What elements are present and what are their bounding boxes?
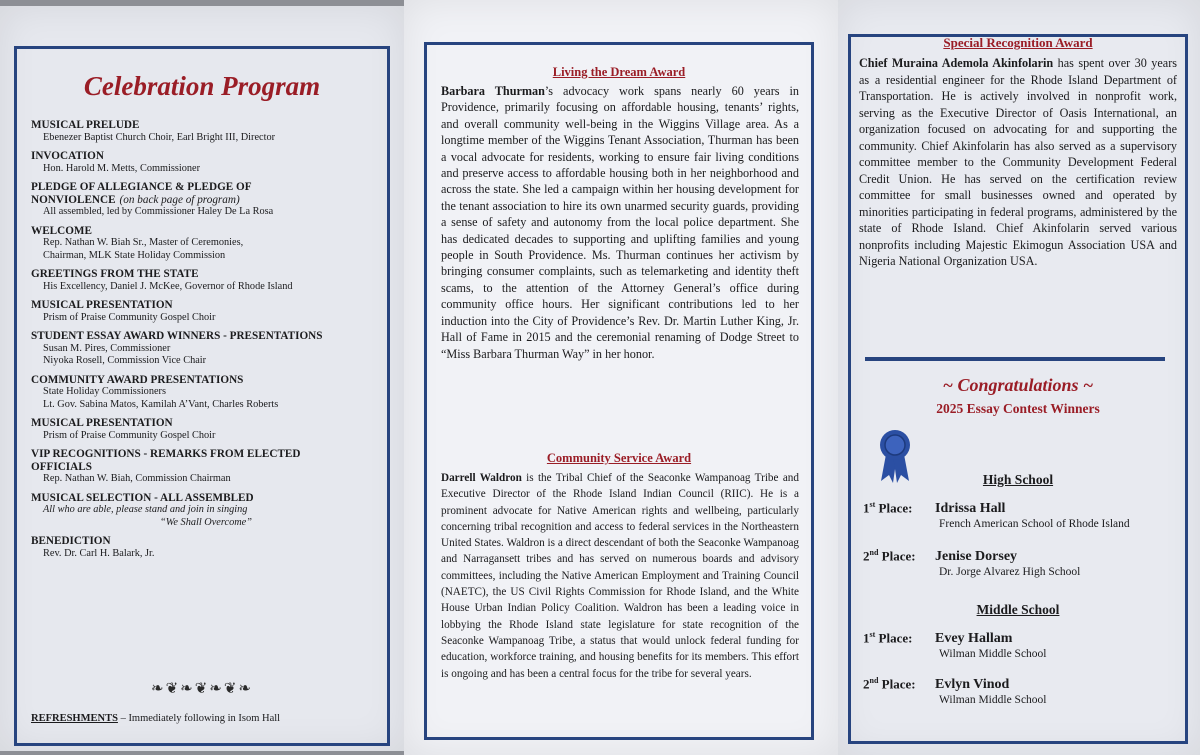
recognition-panel [838, 0, 1200, 755]
living-dream-body: ’s advocacy work spans nearly 60 years in Providence, primarily focusing on affordable housing, tenants’ rights, and overall community well-being in the Wiggins Village area. As a longtime member of the Wiggins Tenant Association, Thurman has been a vocal advocate for residents, working to ensure fair living conditions and preserve access to affordable housing both in her neighborhood and across the state. She led a campaign within her housing development for the tenant association to hire its own unarmed security guards, providing a sense of safety and autonomy from the local police department. She has dedicated decades to supporting and uplifting families and young people in South Providence. Ms. Thurman continues her activism by bringing consumer complaints, such as telemarketing and identity theft scams, to the attention of the Attorney General’s office during community office hours. Her significant contributions led to her induction into the City of Providence’s Rev. Dr. Martin Luther King, Jr. Hall of Fame in 2015 and the ceremonial renaming of Dodge Street to “Miss Barbara Thurman Way” in her honor. [441, 84, 799, 361]
program-item [31, 448, 381, 486]
recognition-frame [848, 34, 1188, 744]
ms-first-place [863, 629, 1183, 661]
community-service-body: is the Tribal Chief of the Seaconke Wampanoag Tribe and Executive Director of the Rhode Island Indian Council (RIIC). He is a prominent advocate for Native American rights and wellbeing, particularly concerning tribal recognition and access to federal services in the Northeastern United States. Waldron is a direct descendant of both the Seaconke Wampanoag and Narragansett tribes and has served on numerous boards and advisory committees, including the Native American Employment and Training Council (NAETC), the US Civil Rights Commission for Rhode Island, and the White House Urban Indian Policy Coalition. Waldron has been a leading voice in lobbying the Rhode Island state legislature for state recognition of the Seaconke Wampanoag Tribe, a status that would unlock federal funding for education, workforce training, and housing benefits for its members. This effort is ongoing and has been a central focus for the tribe for several years. [441, 472, 799, 680]
middle-school-heading: Middle School [976, 602, 1060, 617]
ms-second-name: Evlyn Vinod [935, 677, 1010, 692]
program-item-heading: MUSICAL PRELUDE [31, 119, 140, 131]
refreshments-label: REFRESHMENTS [31, 713, 118, 724]
section-divider [865, 357, 1165, 361]
program-item-detail: Ebenezer Baptist Church Choir, Earl Bright III, Director [43, 131, 276, 143]
program-item-detail: Lt. Gov. Sabina Matos, Kamilah A’Vant, Charles Roberts [43, 398, 279, 410]
program-item-heading: GREETINGS FROM THE STATE [31, 268, 199, 280]
awards-frame [424, 42, 814, 740]
refreshments-text: – Immediately following in Isom Hall [117, 713, 281, 724]
program-item [31, 374, 381, 412]
ornamental-divider-icon: ❧❦❧❦❧❦❧ [151, 681, 253, 697]
ms-second-label: 2nd Place: [863, 675, 916, 691]
program-frame [14, 46, 390, 746]
community-service-name: Darrell Waldron [441, 472, 522, 484]
awards-panel [404, 0, 838, 755]
special-recognition-body: has spent over 30 years as a residential engineer for the Rhode Island Department of Transportation. He is actively involved in nonprofit work, serving as the Executive Director of Oasis International, an organization focused on advocating for and supporting the community. Chief Akinfolarin has also served as a supervisory committee member to the Community Development Federal Credit Union. He has served on the certification review committee for small businesses owned and operated by minorities participating in federal programs, administered by the state of Rhode Island. Chief Akinfolarin served various nonprofits including Majestic Ekimogun Association USA and Nigeria National Organization USA. [859, 56, 1177, 268]
program-item [31, 225, 381, 263]
ms-second-school: Wilman Middle School [939, 694, 1047, 706]
program-item-detail: Niyoka Rosell, Commission Vice Chair [43, 355, 207, 366]
program-item [31, 417, 381, 442]
hs-second-label: 2nd Place: [863, 547, 916, 563]
program-item-detail: Hon. Harold M. Metts, Commissioner [43, 162, 201, 174]
hs-first-school: French American School of Rhode Island [939, 518, 1130, 530]
program-item-heading-cont: OFFICIALS [31, 460, 92, 473]
program-item-detail: Rep. Nathan W. Biah, Commission Chairman [43, 473, 231, 484]
ms-second-place [863, 675, 1183, 707]
program-item [31, 535, 381, 560]
ms-first-school: Wilman Middle School [939, 648, 1047, 660]
program-item-detail: Prism of Praise Community Gospel Choir [43, 429, 216, 441]
high-school-heading: High School [982, 472, 1054, 487]
program-item-heading: STUDENT ESSAY AWARD WINNERS - PRESENTATIONS [31, 330, 323, 342]
program-item-detail: Rev. Dr. Carl H. Balark, Jr. [43, 547, 155, 559]
hs-first-place [863, 499, 1183, 531]
program-title: Celebration Program [83, 71, 321, 101]
refreshments-line [31, 713, 280, 724]
program-item [31, 181, 381, 219]
living-dream-title: Living the Dream Award [552, 65, 686, 79]
program-item-heading: BENEDICTION [31, 535, 111, 547]
program-item-detail: His Excellency, Daniel J. McKee, Governor of Rhode Island [43, 280, 293, 292]
program-item [31, 119, 381, 144]
program-item-heading: MUSICAL PRESENTATION [31, 417, 173, 429]
program-item-song: “We Shall Overcome” [160, 516, 252, 528]
hs-second-name: Jenise Dorsey [935, 549, 1018, 564]
living-dream-text [441, 83, 799, 362]
hs-second-school: Dr. Jorge Alvarez High School [939, 566, 1081, 578]
program-item-detail: Prism of Praise Community Gospel Choir [43, 311, 216, 323]
program-item-detail: All assembled, led by Commissioner Haley De La Rosa [43, 206, 274, 217]
program-item [31, 330, 381, 368]
program-item-heading: MUSICAL SELECTION - ALL ASSEMBLED [31, 491, 254, 504]
program-item-detail: Susan M. Pires, Commissioner [43, 342, 171, 354]
program-list [31, 119, 381, 566]
special-recognition-name: Chief Muraina Ademola Akinfolarin [859, 56, 1054, 70]
program-item-heading-cont: NONVIOLENCE (on back page of program) [31, 193, 240, 206]
program-item [31, 150, 381, 175]
program-panel [0, 6, 404, 751]
program-item [31, 492, 381, 530]
living-dream-name: Barbara Thurman [441, 84, 545, 98]
community-service-title: Community Service Award [546, 451, 692, 465]
program-item [31, 299, 381, 324]
hs-first-name: Idrissa Hall [935, 501, 1006, 516]
program-item-detail: State Holiday Commissioners [43, 386, 166, 397]
hs-second-place [863, 547, 1183, 579]
ms-first-label: 1st Place: [863, 629, 913, 645]
program-item-note: All who are able, please stand and join in singing [43, 504, 248, 515]
program-item-heading: VIP RECOGNITIONS - REMARKS FROM ELECTED [31, 448, 301, 460]
program-item-heading: INVOCATION [31, 150, 104, 162]
program-item [31, 268, 381, 293]
contest-subtitle: 2025 Essay Contest Winners [936, 401, 1100, 416]
program-item-heading: COMMUNITY AWARD PRESENTATIONS [31, 373, 244, 386]
ms-first-name: Evey Hallam [935, 631, 1013, 646]
hs-first-label: 1st Place: [863, 499, 913, 515]
special-recognition-title: Special Recognition Award [943, 35, 1093, 50]
program-item-detail: Chairman, MLK State Holiday Commission [43, 249, 226, 261]
program-item-heading: WELCOME [31, 224, 92, 237]
program-item-heading: PLEDGE OF ALLEGIANCE & PLEDGE OF [31, 181, 252, 193]
community-service-text [441, 470, 799, 682]
special-recognition-text [859, 55, 1177, 270]
program-item-heading: MUSICAL PRESENTATION [31, 299, 173, 311]
congratulations-heading: ~ Congratulations ~ [942, 375, 1094, 395]
program-item-detail: Rep. Nathan W. Biah Sr., Master of Ceremonies, [43, 237, 244, 248]
